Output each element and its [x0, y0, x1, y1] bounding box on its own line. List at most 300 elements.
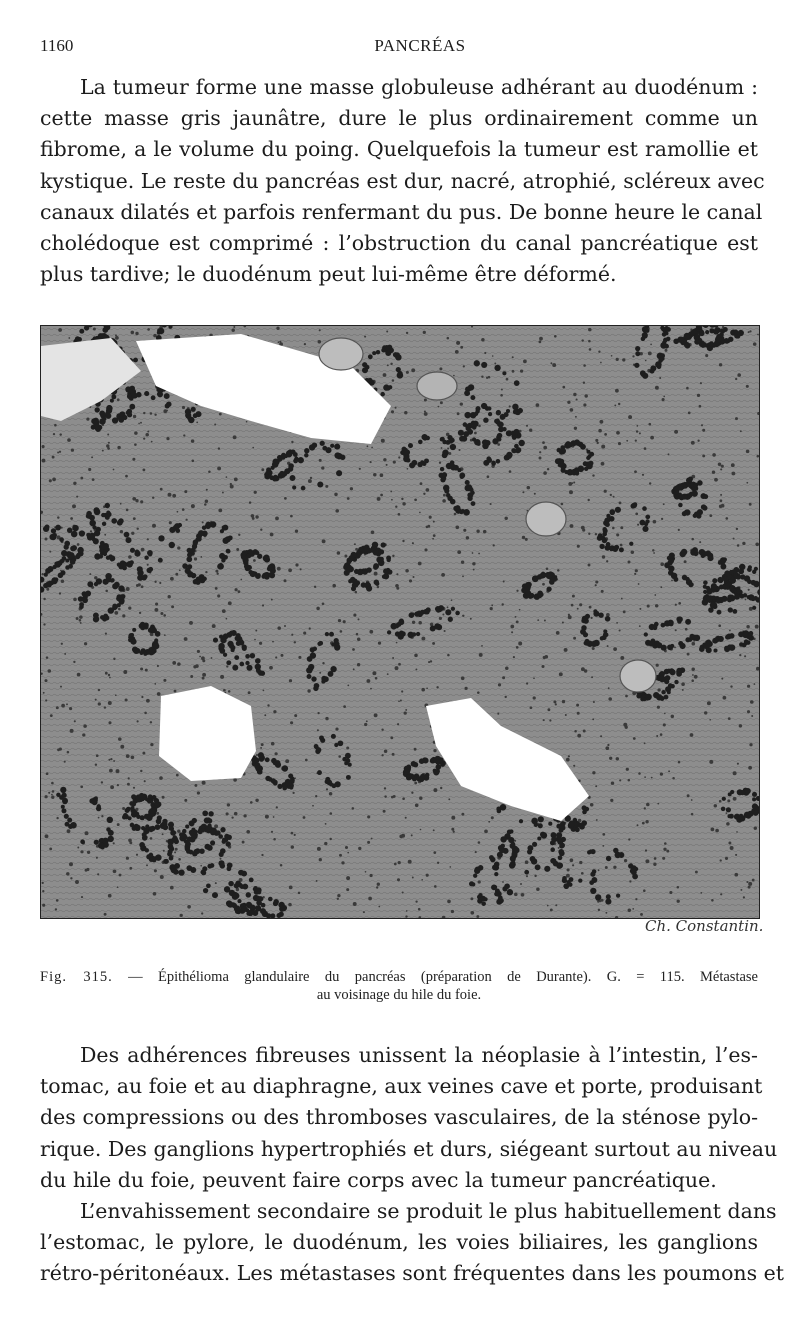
gland-nucleus — [202, 525, 206, 529]
gland-nucleus — [118, 585, 124, 591]
nucleus — [678, 529, 680, 531]
nucleus — [291, 832, 294, 835]
nucleus — [113, 469, 115, 471]
gland-nucleus — [141, 826, 145, 830]
nucleus — [598, 429, 602, 433]
gland-nucleus — [318, 641, 323, 646]
gland-nucleus — [226, 660, 231, 665]
gland-nucleus — [243, 884, 247, 888]
gland-nucleus — [226, 841, 231, 846]
nucleus — [226, 812, 229, 815]
nucleus — [162, 833, 164, 835]
nucleus — [77, 543, 80, 546]
nucleus — [634, 573, 636, 575]
gland-nucleus — [79, 329, 84, 334]
gland-nucleus — [239, 662, 244, 667]
nucleus — [552, 363, 556, 367]
nucleus — [516, 646, 519, 649]
nucleus — [609, 757, 612, 760]
nucleus — [290, 515, 293, 518]
gland-nucleus — [667, 644, 673, 650]
nucleus — [725, 517, 728, 520]
nucleus — [231, 328, 234, 331]
nucleus — [721, 678, 723, 680]
nucleus — [426, 874, 429, 877]
nucleus — [519, 609, 521, 611]
gland-nucleus — [374, 579, 379, 584]
nucleus — [426, 687, 428, 689]
nucleus — [243, 814, 246, 817]
nucleus — [391, 410, 394, 413]
gland-nucleus — [440, 477, 445, 482]
nucleus — [233, 435, 237, 439]
nucleus — [574, 427, 577, 430]
nucleus — [536, 403, 540, 407]
gland-nucleus — [159, 328, 163, 332]
nucleus — [226, 476, 228, 478]
gland-nucleus — [335, 781, 341, 787]
caption-line — [40, 968, 758, 986]
gland-nucleus — [440, 467, 444, 471]
gland-nucleus — [504, 412, 509, 417]
gland-nucleus — [380, 392, 385, 397]
gland-nucleus — [288, 463, 294, 469]
nucleus — [577, 608, 579, 610]
nucleus — [319, 459, 322, 462]
gland-nucleus — [590, 872, 595, 877]
gland-nucleus — [223, 555, 228, 560]
nucleus — [588, 340, 591, 343]
nucleus — [304, 343, 306, 345]
gland-nucleus — [712, 638, 718, 644]
nucleus — [305, 759, 308, 762]
nucleus — [132, 458, 135, 461]
nucleus — [157, 665, 159, 667]
gland-nucleus — [58, 573, 64, 579]
gland-nucleus — [103, 614, 108, 619]
gland-nucleus — [494, 872, 498, 876]
nucleus — [110, 758, 112, 760]
gland-nucleus — [642, 506, 647, 511]
nucleus — [402, 540, 404, 542]
gland-nucleus — [743, 593, 747, 597]
nucleus — [618, 403, 620, 405]
gland-nucleus — [504, 883, 510, 889]
nucleus — [657, 688, 660, 691]
nucleus — [754, 827, 757, 830]
paragraph-metastases — [40, 1196, 785, 1290]
gland-nucleus — [99, 554, 103, 558]
nucleus — [462, 615, 464, 617]
nucleus — [577, 734, 581, 738]
nucleus — [433, 829, 435, 831]
gland-nucleus — [202, 577, 207, 582]
nucleus — [146, 699, 150, 703]
nucleus — [338, 755, 341, 758]
nucleus — [109, 769, 113, 773]
gland-nucleus — [649, 641, 655, 647]
nucleus — [42, 445, 45, 448]
nucleus — [516, 590, 518, 592]
gland-nucleus — [143, 652, 147, 656]
gland-nucleus — [46, 581, 52, 587]
gland-nucleus — [475, 406, 480, 411]
figure-label: Fig. 315. — [40, 969, 113, 985]
gland-nucleus — [404, 766, 410, 772]
nucleus — [81, 896, 83, 898]
nucleus — [602, 845, 604, 847]
nucleus — [392, 555, 394, 557]
nucleus — [182, 508, 185, 511]
nucleus — [700, 892, 702, 894]
nucleus — [134, 443, 137, 446]
gland-nucleus — [137, 566, 143, 572]
gland-nucleus — [376, 350, 380, 354]
gland-nucleus — [145, 848, 149, 852]
gland-nucleus — [548, 822, 552, 826]
nucleus — [635, 898, 637, 900]
nucleus — [567, 401, 570, 404]
nucleus — [415, 900, 417, 902]
nucleus — [61, 643, 63, 645]
nucleus — [402, 797, 405, 800]
nucleus — [42, 882, 44, 884]
gland-nucleus — [474, 360, 480, 366]
gland-nucleus — [633, 502, 638, 507]
nucleus — [383, 810, 386, 813]
nucleus — [506, 378, 509, 381]
gland-nucleus — [119, 594, 125, 600]
gland-nucleus — [569, 820, 575, 826]
nucleus — [542, 583, 545, 586]
gland-nucleus — [304, 448, 309, 453]
nucleus — [147, 430, 149, 432]
gland-nucleus — [597, 535, 603, 541]
nucleus — [57, 516, 59, 518]
nucleus — [393, 461, 396, 464]
nucleus — [186, 519, 188, 521]
gland-nucleus — [383, 568, 389, 574]
nucleus — [711, 899, 714, 902]
nucleus — [526, 875, 528, 877]
nucleus — [628, 838, 630, 840]
nucleus — [625, 726, 628, 729]
nucleus — [437, 862, 439, 864]
nucleus — [230, 485, 234, 489]
nucleus — [620, 544, 623, 547]
gland-nucleus — [373, 549, 379, 555]
gland-nucleus — [466, 485, 472, 491]
gland-nucleus — [559, 448, 565, 454]
gland-nucleus — [551, 836, 557, 842]
nucleus — [515, 616, 517, 618]
nucleus — [143, 437, 145, 439]
nucleus — [240, 579, 242, 581]
nucleus — [589, 606, 592, 609]
gland-nucleus — [237, 899, 241, 903]
gland-nucleus — [184, 839, 188, 843]
gland-nucleus — [79, 530, 85, 536]
nucleus — [564, 648, 568, 652]
nucleus — [456, 341, 460, 345]
nucleus — [476, 915, 479, 918]
gland-nucleus — [132, 826, 137, 831]
nucleus — [60, 686, 62, 688]
gland-nucleus — [193, 542, 198, 547]
nucleus — [270, 533, 274, 537]
nucleus — [432, 642, 435, 645]
gland-nucleus — [710, 343, 714, 347]
nucleus — [447, 606, 449, 608]
gland-nucleus — [208, 811, 213, 816]
gland-nucleus — [249, 550, 254, 555]
nucleus — [108, 894, 112, 898]
nucleus — [147, 564, 149, 566]
nucleus — [481, 338, 485, 342]
nucleus — [686, 387, 689, 390]
gland-nucleus — [531, 858, 537, 864]
nucleus — [549, 719, 551, 721]
gland-nucleus — [361, 582, 366, 587]
nucleus — [80, 622, 82, 624]
nucleus — [204, 503, 207, 506]
nucleus — [626, 440, 628, 442]
nucleus — [189, 621, 193, 625]
nucleus — [353, 614, 356, 617]
gland-nucleus — [744, 640, 749, 645]
gland-nucleus — [439, 758, 443, 762]
nucleus — [300, 568, 302, 570]
nucleus — [616, 533, 619, 536]
gland-nucleus — [168, 849, 173, 854]
gland-nucleus — [736, 587, 741, 592]
nucleus — [502, 881, 504, 883]
nucleus — [451, 816, 455, 820]
nucleus — [46, 588, 49, 591]
gland-nucleus — [387, 630, 391, 634]
gland-nucleus — [144, 555, 148, 559]
nucleus — [177, 829, 180, 832]
nucleus — [491, 816, 494, 819]
gland-nucleus — [490, 857, 495, 862]
nucleus — [82, 733, 85, 736]
gland-nucleus — [277, 784, 282, 789]
gland-nucleus — [346, 775, 351, 780]
nucleus — [733, 797, 737, 801]
gland-nucleus — [463, 509, 470, 516]
nucleus — [151, 441, 153, 443]
nucleus — [406, 910, 408, 912]
nucleus — [64, 653, 66, 655]
nucleus — [135, 332, 138, 335]
nucleus — [755, 543, 759, 547]
nucleus — [581, 526, 585, 530]
nucleus — [374, 572, 378, 576]
nucleus — [264, 714, 266, 716]
gland-nucleus — [256, 668, 261, 673]
nucleus — [215, 587, 218, 590]
nucleus — [581, 339, 583, 341]
nucleus — [661, 518, 663, 520]
gland-nucleus — [664, 669, 670, 675]
nucleus — [453, 375, 455, 377]
nucleus — [108, 759, 110, 761]
nucleus — [611, 781, 614, 784]
gland-nucleus — [459, 510, 463, 514]
nucleus — [433, 749, 436, 752]
nucleus — [605, 866, 608, 869]
nucleus — [113, 760, 115, 762]
nucleus — [79, 615, 83, 619]
gland-nucleus — [453, 506, 458, 511]
nucleus — [265, 815, 269, 819]
nucleus — [669, 891, 672, 894]
gland-nucleus — [496, 459, 501, 464]
nucleus — [757, 455, 759, 458]
nucleus — [596, 819, 598, 821]
gland-nucleus — [347, 558, 351, 562]
gland-nucleus — [642, 526, 648, 532]
gland-nucleus — [65, 822, 70, 827]
gland-nucleus — [745, 788, 751, 794]
gland-nucleus — [653, 624, 658, 629]
gland-nucleus — [119, 599, 124, 604]
nucleus — [178, 858, 181, 861]
gland-nucleus — [685, 343, 691, 349]
nucleus — [461, 813, 464, 816]
gland-nucleus — [404, 448, 408, 452]
nucleus — [573, 393, 576, 396]
nucleus — [387, 673, 389, 675]
gland-nucleus — [664, 695, 669, 700]
nucleus — [67, 438, 71, 442]
nucleus — [441, 447, 443, 449]
nucleus — [415, 803, 419, 807]
nucleus — [421, 688, 425, 692]
gland-nucleus — [612, 546, 618, 552]
gland-nucleus — [559, 459, 564, 464]
nucleus — [246, 830, 250, 834]
nucleus — [115, 694, 117, 696]
nucleus — [160, 875, 164, 879]
nucleus — [98, 689, 100, 691]
nucleus — [672, 777, 675, 780]
nucleus — [126, 509, 129, 512]
nucleus — [677, 900, 680, 903]
gland-nucleus — [220, 848, 226, 854]
gland-nucleus — [192, 818, 197, 823]
nucleus — [534, 493, 536, 495]
gland-nucleus — [480, 896, 486, 902]
gland-nucleus — [191, 407, 196, 412]
gland-nucleus — [196, 536, 201, 541]
nucleus — [402, 502, 405, 505]
gland-nucleus — [593, 609, 597, 613]
nucleus — [119, 874, 122, 877]
nucleus — [187, 905, 191, 909]
gland-nucleus — [613, 848, 618, 853]
gland-nucleus — [609, 509, 615, 515]
nucleus — [276, 806, 278, 808]
gland-nucleus — [416, 632, 420, 636]
gland-nucleus — [509, 862, 515, 868]
nucleus — [728, 717, 731, 720]
gland-nucleus — [640, 371, 646, 377]
gland-nucleus — [219, 635, 223, 639]
gland-nucleus — [667, 620, 673, 626]
gland-nucleus — [748, 565, 752, 569]
nucleus — [513, 656, 515, 658]
nucleus — [592, 771, 595, 774]
gland-nucleus — [183, 835, 188, 840]
gland-nucleus — [665, 686, 671, 692]
gland-nucleus — [734, 594, 740, 600]
gland-nucleus — [127, 412, 132, 417]
nucleus — [412, 542, 414, 544]
nucleus — [321, 466, 324, 469]
nucleus — [275, 517, 279, 521]
gland-nucleus — [125, 537, 131, 543]
nucleus — [352, 807, 355, 810]
nucleus — [550, 908, 553, 911]
nucleus — [128, 555, 132, 559]
nucleus — [502, 676, 505, 679]
nucleus — [657, 706, 660, 709]
gland-nucleus — [340, 455, 345, 460]
gland-nucleus — [749, 595, 754, 600]
nucleus — [573, 481, 575, 483]
nucleus — [583, 730, 586, 733]
nucleus — [620, 656, 624, 660]
gland-nucleus — [694, 511, 700, 517]
nucleus — [129, 841, 132, 844]
nucleus — [384, 795, 386, 797]
nucleus — [214, 824, 218, 828]
nucleus — [144, 780, 146, 782]
gland-nucleus — [696, 327, 701, 332]
nucleus — [252, 447, 254, 449]
nucleus — [371, 447, 373, 449]
gland-nucleus — [93, 612, 99, 618]
nucleus — [163, 614, 166, 617]
nucleus — [607, 645, 609, 647]
nucleus — [660, 772, 663, 775]
nucleus — [663, 723, 666, 726]
nucleus — [48, 669, 52, 673]
gland-nucleus — [713, 648, 717, 652]
gland-nucleus — [93, 538, 99, 544]
nucleus — [748, 886, 751, 889]
gland-nucleus — [729, 646, 734, 651]
gland-nucleus — [727, 814, 731, 818]
nucleus — [747, 685, 750, 688]
nucleus — [700, 382, 702, 384]
nucleus — [384, 750, 388, 754]
gland-nucleus — [444, 488, 449, 493]
nucleus — [325, 717, 328, 720]
gland-nucleus — [703, 580, 708, 585]
nucleus — [325, 485, 328, 488]
nucleus — [691, 441, 695, 445]
nucleus — [303, 816, 306, 819]
nucleus — [288, 568, 292, 572]
nucleus — [415, 668, 417, 670]
nucleus — [684, 560, 687, 563]
text-line: Des adhérences fibreuses unissent la néoplasie à l’intestin, l’es- — [80, 1043, 758, 1067]
nucleus — [150, 837, 153, 840]
gland-nucleus — [102, 838, 108, 844]
gland-nucleus — [455, 611, 460, 616]
